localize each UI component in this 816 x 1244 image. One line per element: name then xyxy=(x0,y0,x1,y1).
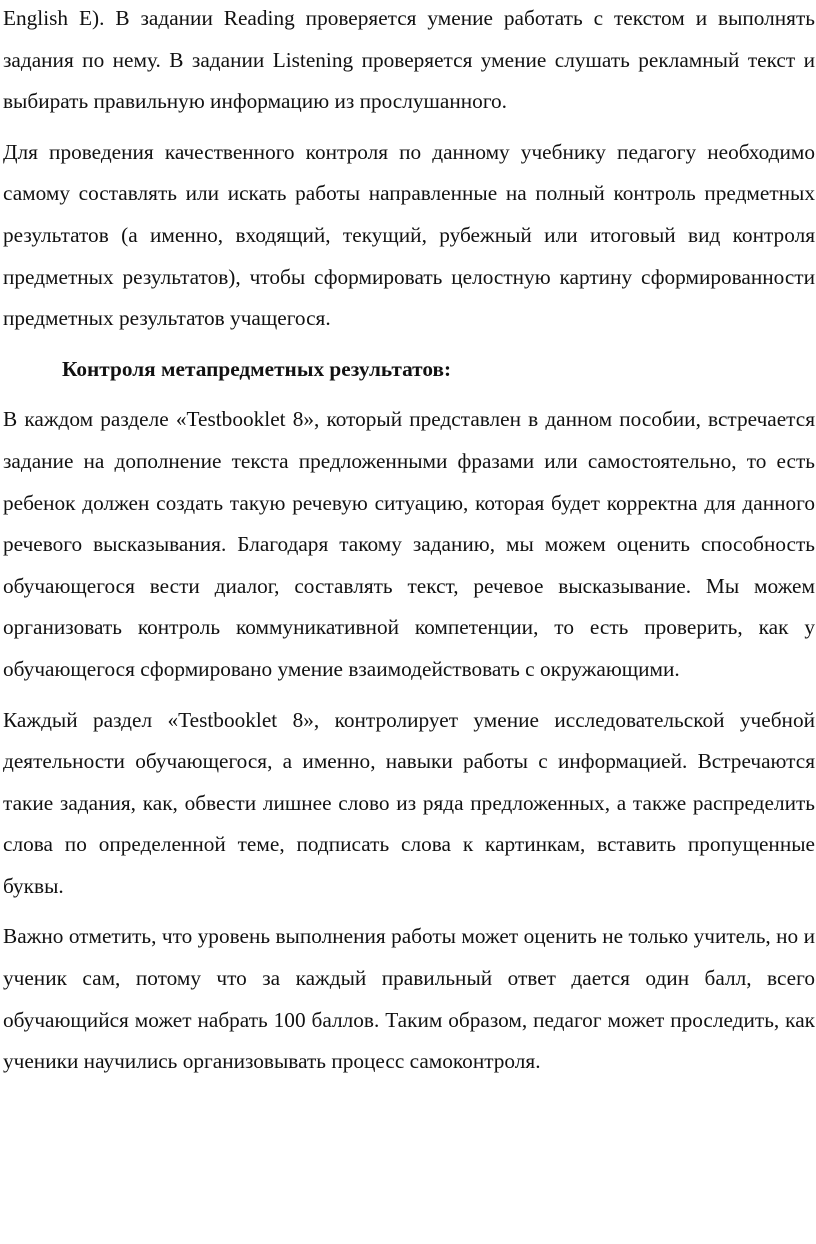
paragraph-quality-control: Для проведения качественного контроля по данному учебнику педагогу необходимо самому составлять или искать работы направленные на полный контроль предметных результатов (а именно, входящий, текущий, рубежный или итоговый вид контроля предметных результатов), чтобы сформировать целостную картину сформированности предметных результатов учащегося. xyxy=(3,139,815,331)
paragraph-testbooklet-dialogue: В каждом разделе «Testbooklet 8», который представлен в данном пособии, встречается задание на дополнение текста предложенными фразами или самостоятельно, то есть ребенок должен создать такую речевую ситуацию, которая будет корректна для данного речевого высказывания. Благодаря такому заданию, мы можем оценить способность обучающегося вести диалог, составлять текст, речевое высказывание. Мы можем организовать контроль коммуникативной компетенции, то есть проверить, как у обучающегося сформировано умение взаимодействовать с окружающими. xyxy=(3,407,815,681)
paragraph-testbooklet-research: Каждый раздел «Testbooklet 8», контролирует умение исследовательской учебной деятельности обучающегося, а именно, навыки работы с информацией. Встречаются такие задания, как, обвести лишнее слово из ряда предложенных, а также распределить слова по определенной теме, подписать слова к картинкам, вставить пропущенные буквы. xyxy=(3,707,815,898)
paragraph-self-assessment: Важно отметить, что уровень выполнения работы может оценить не только учитель, но и ученик сам, потому что за каждый правильный ответ дается один балл, всего обучающийся может набрать 100 баллов. Таким образом, педагог может проследить, как ученики научились организовывать процесс самоконтроля. xyxy=(3,924,815,1074)
paragraph-tests-description: English E). В задании Reading проверяется умение работать с текстом и выполнять задания по нему. В задании Listening проверяется умение слушать рекламный текст и выбирать правильную информацию из прослушанного. xyxy=(3,6,815,114)
section-heading-metasubject: Контроля метапредметных результатов: xyxy=(62,356,452,381)
